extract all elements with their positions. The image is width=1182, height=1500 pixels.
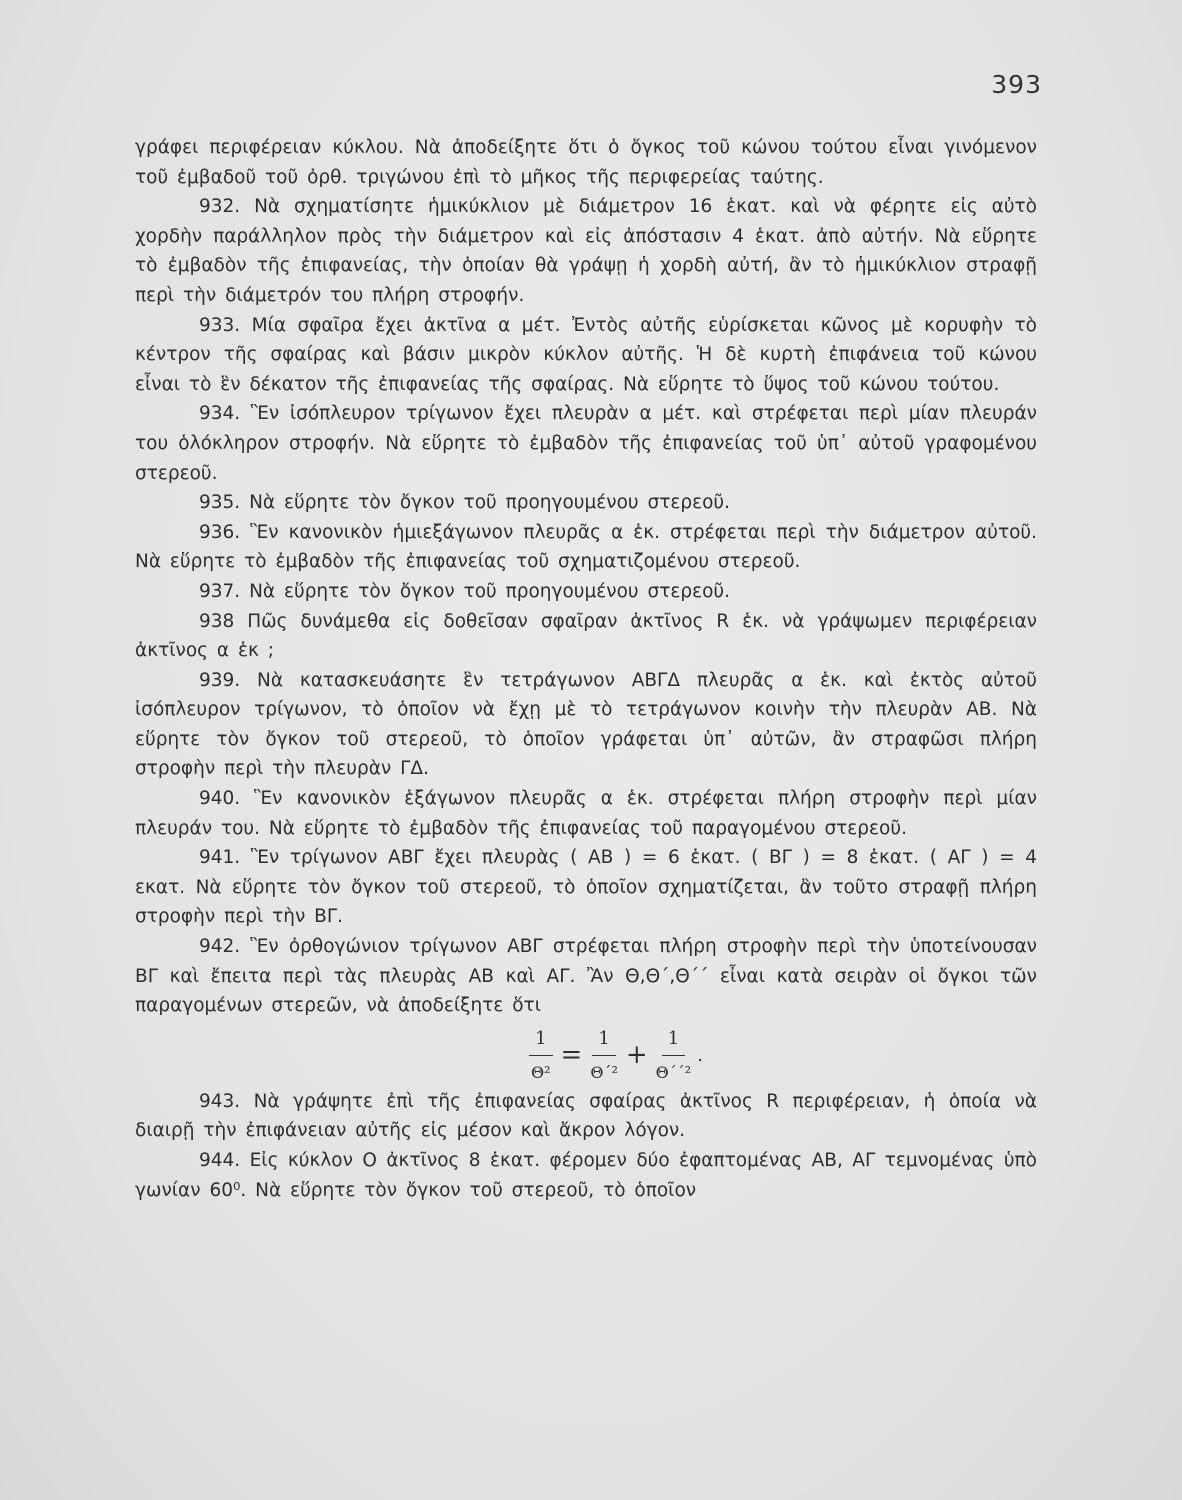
fraction-numerator: 1 <box>529 1024 552 1057</box>
fraction-denominator: Θ΄΄² <box>655 1063 692 1083</box>
plus-sign: + <box>625 1040 648 1071</box>
problem-932: 932. Νὰ σχηματίσητε ἡμικύκλιον μὲ διάμετρον 16 ἑκατ. καὶ νὰ φέρητε εἰς αὐτὸ χορδὴν παράλληλον πρὸς τὴν διάμετρον καὶ εἰς ἀπόστασιν 4 ἑκατ. ἀπὸ αὐτήν. Νὰ εὕρητε τὸ ἐμβαδὸν τῆς ἐπιφανείας, τὴν ὁποίαν θὰ γράψῃ ἡ χορδὴ αὐτή, ἂν τὸ ἡμικύκλιον στραφῇ περὶ τὴν διάμετρόν του πλήρη στροφήν. <box>135 196 1037 306</box>
fraction-numerator: 1 <box>662 1024 685 1057</box>
equals-sign: = <box>560 1040 583 1071</box>
fraction-theta <box>529 1024 552 1088</box>
problem-942: 942. Ἓν ὀρθογώνιον τρίγωνον ΑΒΓ στρέφεται πλήρη στροφὴν περὶ τὴν ὑποτείνουσαν ΒΓ καὶ ἔπειτα περὶ τὰς πλευρὰς ΑΒ καὶ ΑΓ. Ἂν Θ,Θ΄,Θ΄΄ εἶναι κατὰ σειρὰν οἱ ὄγκοι τῶν παραγομένων στερεῶν, νὰ ἀποδείξητε ὅτι <box>135 936 1037 1017</box>
problem-935: 935. Νὰ εὕρητε τὸν ὄγκον τοῦ προηγουμένου στερεοῦ. <box>199 492 731 514</box>
problem-938: 938 Πῶς δυνάμεθα εἰς δοθεῖσαν σφαῖραν ἀκτῖνος R ἑκ. νὰ γράψωμεν περιφέρειαν ἀκτῖνος α ἑκ ; <box>135 610 1037 662</box>
formula-period: . <box>697 1045 703 1067</box>
problem-933: 933. Μία σφαῖρα ἔχει ἀκτῖνα α μέτ. Ἐντὸς αὐτῆς εὑρίσκεται κῶνος μὲ κορυφὴν τὸ κέντρον τῆς σφαίρας καὶ βάσιν μικρὸν κύκλον αὐτῆς. Ἡ δὲ κυρτὴ ἐπιφάνεια τοῦ κώνου εἶναι τὸ ἓν δέκατον τῆς ἐπιφανείας τῆς σφαίρας. Νὰ εὕρητε τὸ ὕψος τοῦ κώνου τούτου. <box>135 314 1037 395</box>
problem-937: 937. Νὰ εὕρητε τὸν ὄγκον τοῦ προηγουμένου στερεοῦ. <box>199 580 731 602</box>
page-number: 393 <box>991 70 1042 99</box>
intro-paragraph: γράφει περιφέρειαν κύκλου. Νὰ ἀποδείξητε ὅτι ὁ ὄγκος τοῦ κώνου τούτου εἶναι γινόμενον τοῦ ἐμβαδοῦ τοῦ ὀρθ. τριγώνου ἐπὶ τὸ μῆκος τῆς περιφερείας ταύτης. <box>135 137 1037 188</box>
problem-941: 941. Ἓν τρίγωνον ΑΒΓ ἔχει πλευρὰς ( ΑΒ ) = 6 ἑκατ. ( ΒΓ ) = 8 ἑκατ. ( ΑΓ ) = 4 εκατ. Νὰ εὕρητε τὸν ὄγκον τοῦ στερεοῦ, τὸ ὁποῖον σχηματίζεται, ἂν τοῦτο στραφῇ πλήρη στροφὴν περὶ τὴν ΒΓ. <box>135 847 1037 928</box>
problem-943: 943. Νὰ γράψητε ἐπὶ τῆς ἐπιφανείας σφαίρας ἀκτῖνος R περιφέρειαν, ἡ ὁποία νὰ διαιρῇ τὴν ἐπιφάνειαν αὐτῆς εἰς μέσον καὶ ἄκρον λόγον. <box>135 1090 1037 1142</box>
problem-944: 944. Εἰς κύκλον Ο ἀκτῖνος 8 ἑκατ. φέρομεν δύο ἐφαπτομένας ΑΒ, ΑΓ τεμνομένας ὑπὸ γωνίαν 60⁰. Νὰ εὕρητε τὸν ὄγκον τοῦ στερεοῦ, τὸ ὁποῖον <box>135 1150 1037 1201</box>
problem-934: 934. Ἓν ἰσόπλευρον τρίγωνον ἔχει πλευρὰν α μέτ. καὶ στρέφεται περὶ μίαν πλευράν του ὁλόκληρον στροφήν. Νὰ εὕρητε τὸ ἐμβαδὸν τῆς ἐπιφανείας τοῦ ὑπ᾽ αὐτοῦ γραφομένου στερεοῦ. <box>135 403 1037 484</box>
fraction-theta-prime <box>590 1024 618 1088</box>
formula <box>195 1025 1037 1087</box>
fraction-numerator: 1 <box>592 1024 615 1057</box>
problem-939: 939. Νὰ κατασκευάσητε ἓν τετράγωνον ΑΒΓΔ πλευρᾶς α ἑκ. καὶ ἐκτὸς αὐτοῦ ἰσόπλευρον τρίγωνον, τὸ ὁποῖον νὰ ἔχῃ μὲ τὸ τετράγωνον κοινὴν τὴν πλευρὰν ΑΒ. Νὰ εὕρητε τὸν ὄγκον τοῦ στερεοῦ, τὸ ὁποῖον γράφεται ὑπ᾽ αὐτῶν, ἂν στραφῶσι πλήρη στροφὴν περὶ τὴν πλευρὰν ΓΔ. <box>135 669 1037 780</box>
fraction-denominator: Θ΄² <box>590 1063 618 1083</box>
problem-936: 936. Ἓν κανονικὸν ἡμιεξάγωνον πλευρᾶς α ἑκ. στρέφεται περὶ τὴν διάμετρον αὐτοῦ. Νὰ εὕρητε τὸ ἐμβαδὸν τῆς ἐπιφανείας τοῦ σχηματιζομένου στερεοῦ. <box>135 521 1037 573</box>
fraction-denominator: Θ² <box>531 1063 551 1083</box>
page-text <box>135 133 1037 1205</box>
fraction-theta-double-prime <box>656 1024 692 1088</box>
problem-940: 940. Ἓν κανονικὸν ἑξάγωνον πλευρᾶς α ἑκ. στρέφεται πλήρη στροφὴν περὶ μίαν πλευράν του. Νὰ εὕρητε τὸ ἐμβαδὸν τῆς ἐπιφανείας τοῦ παραγομένου στερεοῦ. <box>135 788 1037 839</box>
